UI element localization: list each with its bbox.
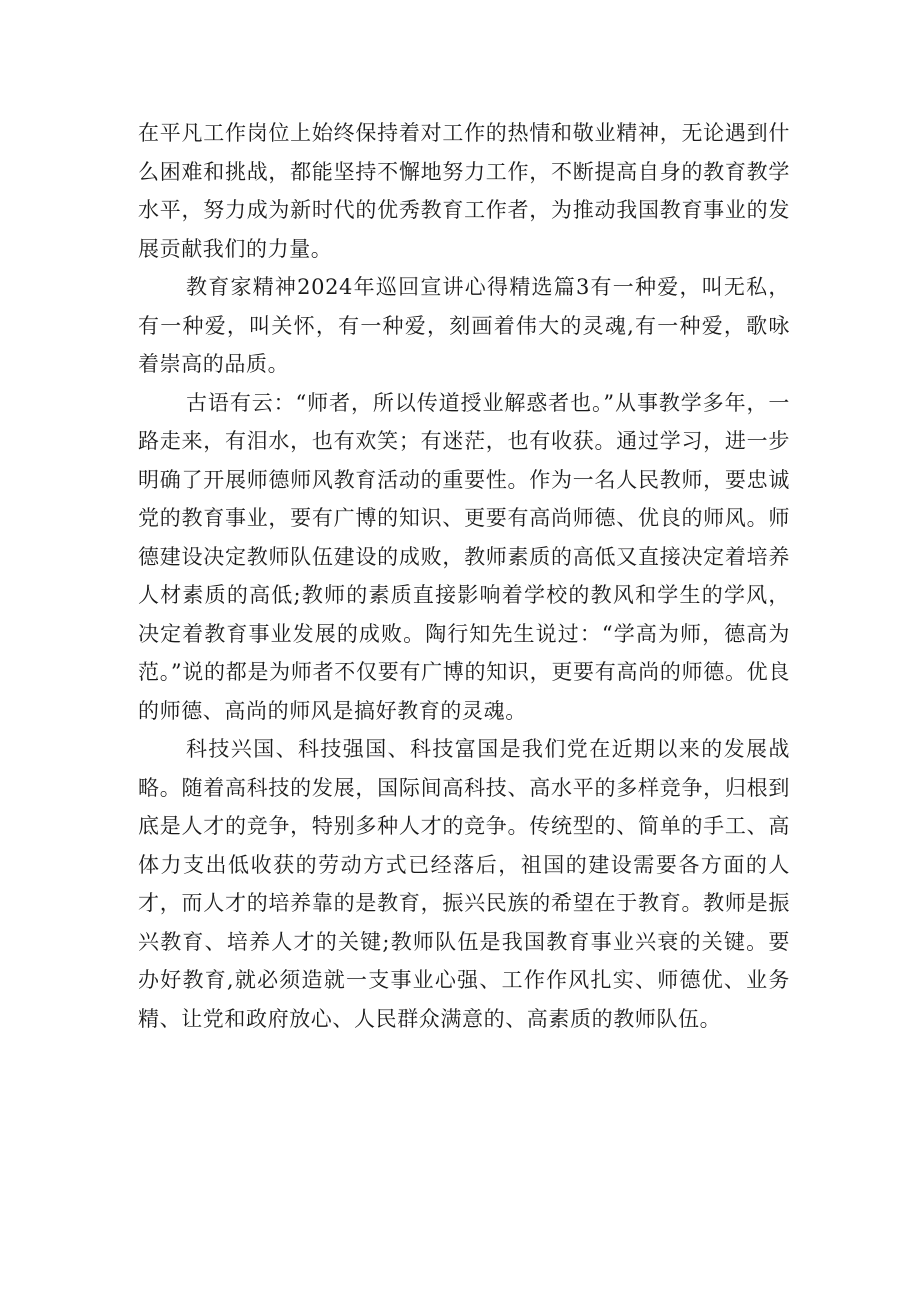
paragraph-4: 科技兴国、科技强国、科技富国是我们党在近期以来的发展战略。随着高科技的发展，国际间高科技、高水平的多样竞争，归根到底是人才的竞争，特别多种人才的竞争。传统型的、简单的手工、高体力支出低收获的劳动方式已经落后，祖国的建设需要各方面的人才，而人才的培养靠的是教育，振兴民族的希望在于教育。教师是振兴教育、培养人才的关键;教师队伍是我国教育事业兴衰的关键。要办好教育,就必须造就一支事业心强、工作作风扎实、师德优、业务精、让党和政府放心、人民群众满意的、高素质的教师队伍。	[138, 737, 790, 1031]
paragraph-2: 教育家精神2024年巡回宣讲心得精选篇3有一种爱，叫无私，有一种爱，叫关怀，有一种爱，刻画着伟大的灵魂,有一种爱，歌咏着崇高的品质。	[138, 275, 790, 376]
document-body	[138, 114, 790, 1038]
paragraph-3: 古语有云：“师者，所以传道授业解惑者也。”从事教学多年，一路走来，有泪水，也有欢笑；有迷茫，也有收获。通过学习，进一步明确了开展师德师风教育活动的重要性。作为一名人民教师，要忠诚党的教育事业，要有广博的知识、更要有高尚师德、优良的师风。师德建设决定教师队伍建设的成败，教师素质的高低又直接决定着培养人材素质的高低;教师的素质直接影响着学校的教风和学生的学风，决定着教育事业发展的成败。陶行知先生说过：“学高为师，德高为范。”说的都是为师者不仅要有广博的知识，更要有高尚的师德。优良的师德、高尚的师风是搞好教育的灵魂。	[138, 390, 790, 723]
paragraph-1: 在平凡工作岗位上始终保持着对工作的热情和敬业精神，无论遇到什么困难和挑战，都能坚持不懈地努力工作，不断提高自身的教育教学水平，努力成为新时代的优秀教育工作者，为推动我国教育事业的发展贡献我们的力量。	[138, 121, 790, 261]
